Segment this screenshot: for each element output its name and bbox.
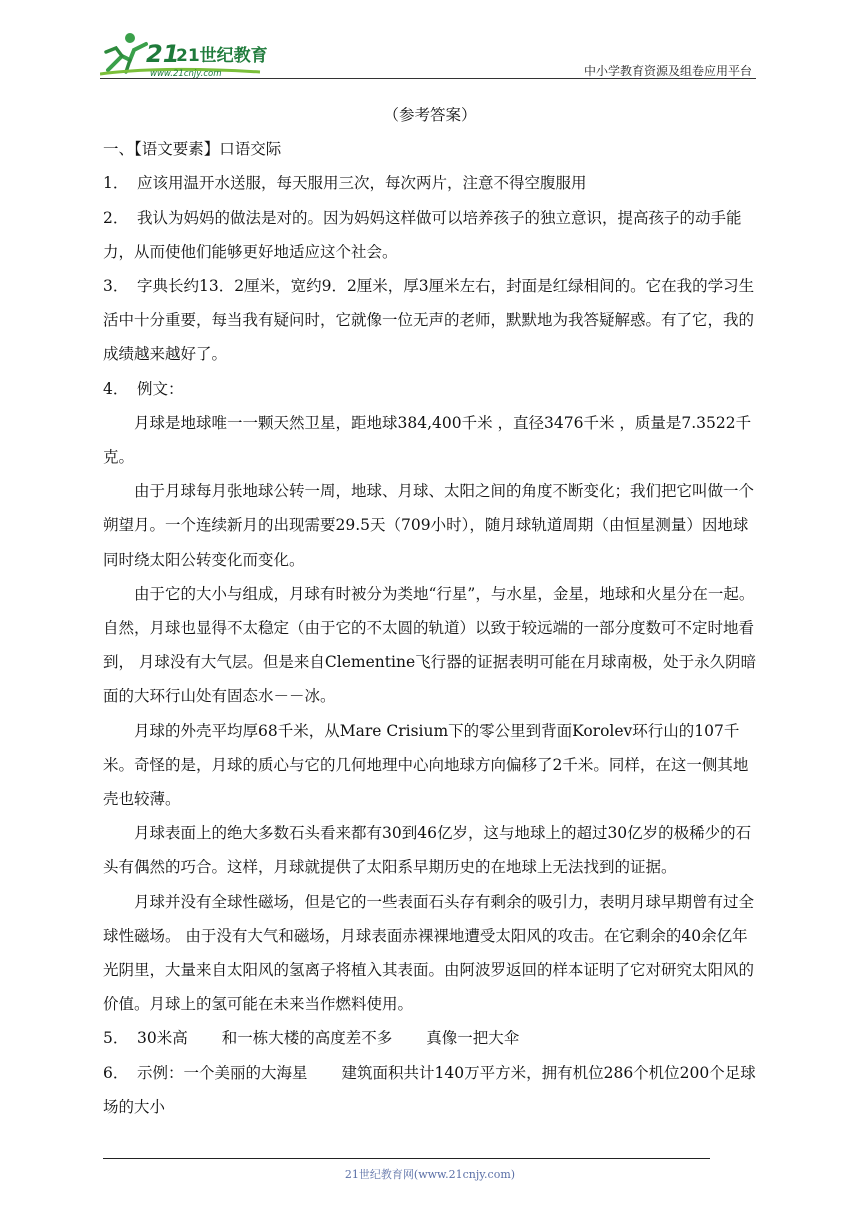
svg-text:21: 21 — [146, 40, 180, 68]
logo-text: 21世纪教育 — [176, 46, 268, 66]
essay-paragraph: 月球的外壳平均厚68千米，从Mare Crisium下的零公里到背面Korolev环行山的107千米。奇怪的是，月球的质心与它的几何地理中心向地球方向偏移了2千米。同样，在这一侧其地壳也较薄。 — [103, 721, 749, 809]
answer-item-4: 4． 例文： — [103, 379, 184, 398]
answer-item-5: 5． 30米高 和一栋大楼的高度差不多 真像一把大伞 — [103, 1029, 520, 1048]
logo-url: www.21cnjy.com — [150, 69, 222, 78]
essay-paragraph: 由于它的大小与组成，月球有时被分为类地“行星”，与水星，金星，地球和火星分在一起。 自然，月球也显得不太稳定（由于它的不太圆的轨道）以致于较远端的一部分度数可不定时地看到， 月球没有大气层。但是来自Clementine飞行器的证据表明可能在月球南极，处于永久阴暗面的大环行山处有固态水－－冰。 — [103, 584, 757, 706]
section-heading: 一、【语文要素】口语交际 — [103, 140, 282, 159]
answer-content — [103, 98, 757, 1124]
answer-item-6: 6． 示例：一个美丽的大海星 建筑面积共计140万平方米，拥有机位286个机位200个足球场的大小 — [103, 1063, 756, 1116]
page-header — [100, 30, 756, 80]
footer-divider — [103, 1158, 710, 1159]
answer-item-2: 2． 我认为妈妈的做法是对的。因为妈妈这样做可以培养孩子的独立意识，提高孩子的动手能力，从而使他们能够更好地适应这个社会。 — [103, 208, 742, 261]
page-title: （参考答案） — [383, 106, 477, 124]
header-divider — [100, 78, 756, 79]
answer-item-3: 3． 字典长约13．2厘米，宽约9．2厘米，厚3厘米左右，封面是红绿相间的。它在我的学习生活中十分重要，每当我有疑问时，它就像一位无声的老师，默默地为我答疑解惑。有了它，我的成绩越来越好了。 — [103, 277, 755, 364]
logo-runner-icon — [100, 30, 270, 78]
platform-name: 中小学教育资源及组卷应用平台 — [583, 64, 752, 78]
essay-paragraph: 月球是地球唯一一颗天然卫星，距地球384,400千米 ，直径3476千米 ，质量是7.3522千克。 — [103, 413, 752, 467]
essay-paragraph: 由于月球每月张地球公转一周，地球、月球、太阳之间的角度不断变化；我们把它叫做一个朔望月。一个连续新月的出现需要29.5天（709小时），随月球轨道周期（由恒星测量）因地球同时绕太阳公转变化而变化。 — [103, 482, 755, 569]
answer-item-1: 1． 应该用温开水送服，每天服用三次，每次两片，注意不得空腹服用 — [103, 174, 587, 193]
essay-paragraph: 月球并没有全球性磁场，但是它的一些表面石头存有剩余的吸引力，表明月球早期曾有过全球性磁场。 由于没有大气和磁场，月球表面赤裸裸地遭受太阳风的攻击。在它剩余的40余亿年光阴里，大量来自太阳风的氢离子将植入其表面。由阿波罗返回的样本证明了它对研究太阳风的价值。月球上的氢可能在未来当作燃料使用。 — [103, 892, 755, 1014]
logo — [100, 30, 270, 78]
page-footer: 21世纪教育网(www.21cnjy.com) — [344, 1168, 516, 1181]
essay-paragraph: 月球表面上的绝大多数石头看来都有30到46亿岁，这与地球上的超过30亿岁的极稀少的石头有偶然的巧合。这样，月球就提供了太阳系早期历史的在地球上无法找到的证据。 — [103, 824, 752, 877]
